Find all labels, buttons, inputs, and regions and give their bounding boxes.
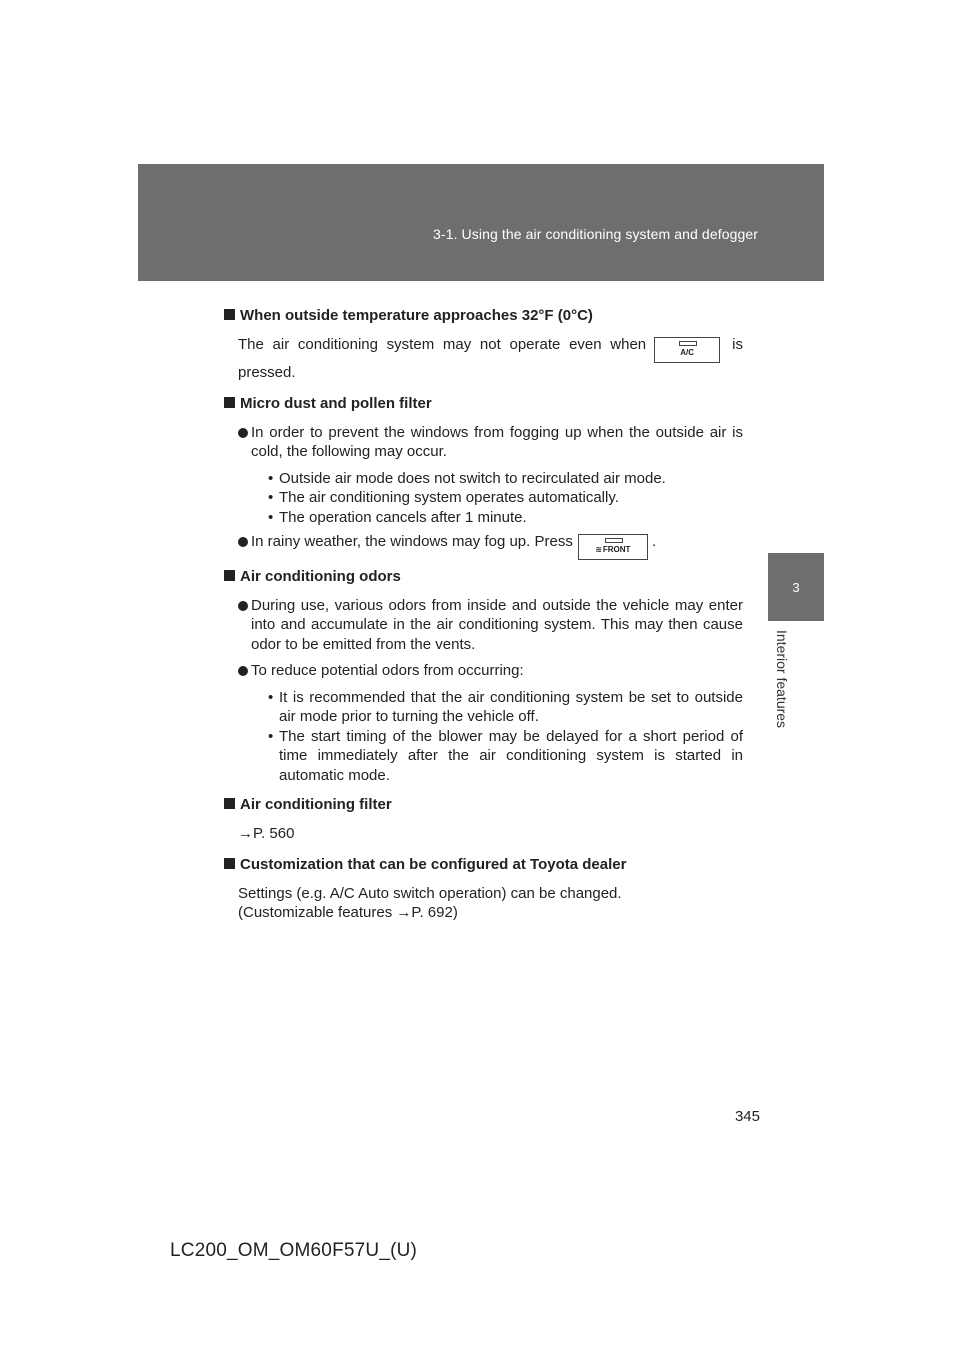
- list-item: • The air conditioning system operates automatically.: [268, 489, 619, 506]
- defroster-icon: ≋: [595, 545, 602, 554]
- round-bullet-icon: [238, 428, 248, 438]
- bullet-odors-use: During use, various odors from inside and outside the vehicle may enter into and accumulate in the air conditioning system. This may then cause odor to be emitted from the vents.: [238, 596, 743, 655]
- front-defroster-button-icon: ≋FRONT: [578, 534, 648, 560]
- heading-dust-filter: Micro dust and pollen filter: [224, 394, 743, 414]
- list-item: • The start timing of the blower may be delayed for a short period of time immediately after the air conditioning system is started in automatic mode.: [268, 727, 743, 784]
- document-code: LC200_OM_OM60F57U_(U): [170, 1240, 418, 1261]
- square-bullet-icon: [224, 858, 235, 869]
- heading-outside-temp: When outside temperature approaches 32°F (0°C): [224, 306, 743, 326]
- paragraph-ac-note: The air conditioning system may not operate even when A/C is pressed.: [238, 335, 743, 381]
- heading-ac-odors: Air conditioning odors: [224, 567, 743, 587]
- square-bullet-icon: [224, 397, 235, 408]
- round-bullet-icon: [238, 666, 248, 676]
- indicator-light-icon: [679, 341, 697, 346]
- square-bullet-icon: [224, 798, 235, 809]
- ac-button-icon: A/C: [654, 337, 720, 363]
- chapter-tab: 3: [768, 553, 824, 621]
- sublist-fog: [251, 469, 743, 528]
- square-bullet-icon: [224, 309, 235, 320]
- bullet-fog-prevent: In order to prevent the windows from fogging up when the outside air is cold, the following may occur.: [238, 423, 743, 462]
- square-bullet-icon: [224, 570, 235, 581]
- ac-filter-reference: →P. 560: [238, 824, 295, 842]
- customization-line-1: Settings (e.g. A/C Auto switch operation) can be changed.: [238, 884, 622, 902]
- header-band: [138, 164, 824, 281]
- section-title: 3-1. Using the air conditioning system and defogger: [433, 226, 758, 242]
- bullet-rainy-weather: In rainy weather, the windows may fog up. Press ≋FRONT .: [238, 532, 743, 560]
- heading-ac-filter: Air conditioning filter: [224, 795, 743, 815]
- list-item: • It is recommended that the air conditioning system be set to outside air mode prior to turning the vehicle off.: [268, 688, 743, 725]
- page-content: [224, 306, 743, 923]
- round-bullet-icon: [238, 537, 248, 547]
- sublist-odors: [251, 688, 743, 786]
- round-bullet-icon: [238, 601, 248, 611]
- chapter-label: Interior features: [774, 630, 790, 729]
- bullet-reduce-odors: To reduce potential odors from occurring:: [238, 661, 743, 681]
- customization-reference: (Customizable features →P. 692): [238, 904, 458, 921]
- page-number: 345: [734, 1108, 760, 1125]
- list-item: • Outside air mode does not switch to recirculated air mode.: [268, 469, 666, 487]
- list-item: • The operation cancels after 1 minute.: [268, 508, 527, 526]
- heading-customization: Customization that can be configured at Toyota dealer: [224, 855, 743, 875]
- indicator-light-icon: [605, 538, 623, 543]
- customization-text: [238, 884, 743, 923]
